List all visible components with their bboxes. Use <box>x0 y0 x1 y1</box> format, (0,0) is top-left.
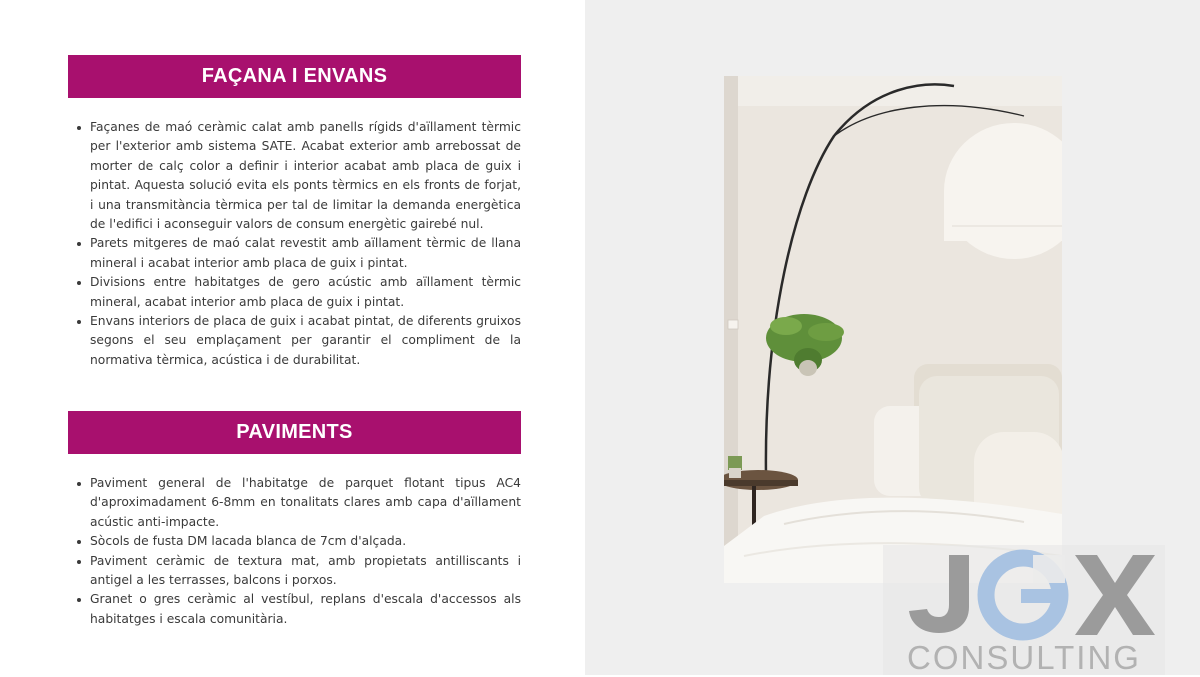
list-item: Envans interiors de placa de guix i acabat pintat, de diferents gruixos segons el seu emplaçament per garantir el compliment de la normativa tèrmica, acústica i de durabilitat. <box>90 312 521 370</box>
logo-subtitle: CONSULTING <box>907 639 1141 676</box>
list-item: Sòcols de fusta DM lacada blanca de 7cm d'alçada. <box>90 532 521 551</box>
section-title-facana: FAÇANA I ENVANS <box>68 55 521 98</box>
list-item: Granet o gres ceràmic al vestíbul, replans d'escala d'accessos als habitatges i escala comunitària. <box>90 590 521 629</box>
list-item: Divisions entre habitatges de gero acústic amb aïllament tèrmic mineral, acabat interior amb placa de guix i pintat. <box>90 273 521 312</box>
company-logo <box>883 545 1165 675</box>
list-item: Paviment ceràmic de textura mat, amb propietats antilliscants i antigel a les terrasses, balcons i porxos. <box>90 552 521 591</box>
list-item: Façanes de maó ceràmic calat amb panells rígids d'aïllament tèrmic per l'exterior amb sistema SATE. Acabat exterior amb arrebossat de morter de calç color a definir i interior acabat amb placa de guix i pintat. Aquesta solució evita els ponts tèrmics en els fronts de forjat, i una transmitància tèrmica per tal de limitar la demanda energètica de l'edifici i aconseguir valors de consum energètic gairebé nul. <box>90 118 521 234</box>
list-item: Parets mitgeres de maó calat revestit amb aïllament tèrmic de llana mineral i acabat interior amb placa de guix i pintat. <box>90 234 521 273</box>
section-title-paviments: PAVIMENTS <box>68 411 521 454</box>
paviments-bullet-list <box>68 474 521 629</box>
bedroom-photo <box>724 76 1062 583</box>
facana-bullet-list <box>68 118 521 370</box>
list-item: Paviment general de l'habitatge de parquet flotant tipus AC4 d'aproximadament 6-8mm en tonalitats clares amb capa d'aïllament acústic anti-impacte. <box>90 474 521 532</box>
